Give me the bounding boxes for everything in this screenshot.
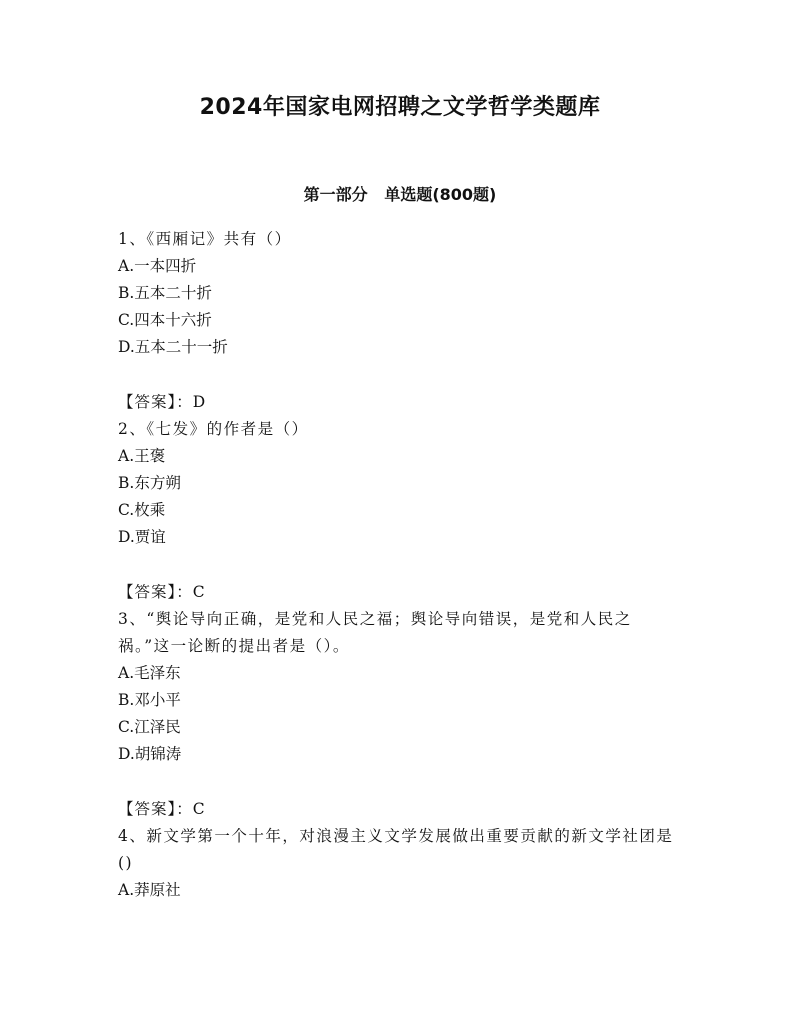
option-a: A.莽原社 [118, 881, 181, 899]
answer-value: C [192, 583, 206, 601]
option-a: A.王褒 [118, 447, 166, 465]
question-stem: 2、《七发》的作者是（） [118, 420, 309, 438]
answer-label: 【答案】： [118, 393, 193, 411]
answer-value: C [192, 800, 206, 818]
question-stem: 3、“舆论导向正确，是党和人民之福；舆论导向错误，是党和人民之祸。”这一论断的提出者是（）。 [118, 610, 632, 655]
answer-line [118, 389, 684, 416]
document-title: 2024年国家电网招聘之文学哲学类题库 [199, 95, 601, 120]
question-4 [118, 823, 684, 904]
option-c: C.枚乘 [118, 501, 166, 519]
question-stem: 4、新文学第一个十年，对浪漫主义文学发展做出重要贡献的新文学社团是() [118, 827, 674, 872]
option-a: A.一本四折 [118, 257, 197, 275]
question-2 [118, 416, 684, 606]
answer-label: 【答案】： [118, 800, 193, 818]
option-c: C.四本十六折 [118, 311, 212, 329]
answer-value: D [192, 393, 207, 411]
option-b: B.东方朔 [118, 474, 181, 492]
answer-label: 【答案】： [118, 583, 193, 601]
option-a: A.毛泽东 [118, 664, 181, 682]
option-d: D.胡锦涛 [118, 745, 182, 763]
section-title: 第一部分 单选题(800题) [303, 185, 497, 204]
question-stem: 1、《西厢记》共有（） [118, 230, 292, 248]
option-d: D.贾谊 [118, 528, 166, 546]
option-d: D.五本二十一折 [118, 338, 228, 356]
option-b: B.五本二十折 [118, 284, 212, 302]
answer-line [118, 579, 684, 606]
option-c: C.江泽民 [118, 718, 181, 736]
option-b: B.邓小平 [118, 691, 181, 709]
question-1 [118, 226, 684, 416]
question-list [118, 226, 684, 904]
question-3 [118, 606, 684, 823]
answer-line [118, 796, 684, 823]
